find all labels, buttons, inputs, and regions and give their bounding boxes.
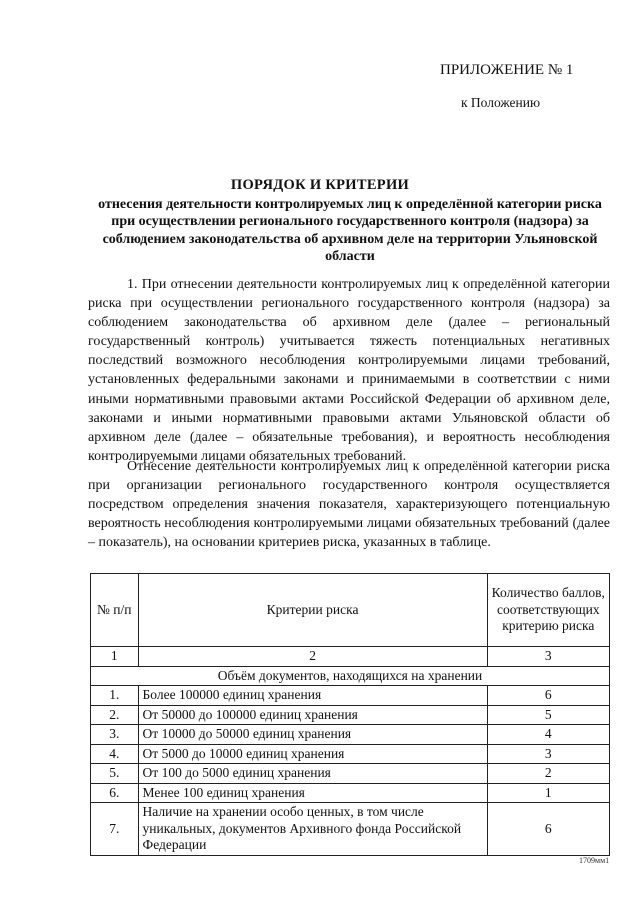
column-number: 2 <box>138 647 487 667</box>
table-row <box>91 686 610 706</box>
header-num: № п/п <box>91 574 139 647</box>
row-points: 5 <box>487 705 609 725</box>
row-criteria: От 50000 до 100000 единиц хранения <box>138 705 487 725</box>
document-subtitle: отнесения деятельности контролируемых лиц к определённой категории риска при осуществлении регионального государственного контроля (надзора) за соблюдением законодательства об архивном деле на территории Ульяновской области <box>98 197 602 264</box>
row-criteria: Наличие на хранении особо ценных, в том числе уникальных, документов Архивного фонда Российской Федерации <box>138 803 487 856</box>
row-criteria: От 10000 до 50000 единиц хранения <box>138 725 487 745</box>
document-title: ПОРЯДОК И КРИТЕРИИ <box>230 177 410 193</box>
paragraph-1: 1. При отнесении деятельности контролируемых лиц к определённой категории риска при осуществлении регионального государственного контроля (надзора) за соблюдением законодательства об архивном деле (далее – региональный государственный контроль) учитывается тяжесть потенциальных негативных последствий возможного несоблюдения контролируемыми лицами требований, установленных федеральными законами и принимаемыми в соответствии с ними иными нормативными правовыми актами Российской Федерации об архивном деле, законами и иными нормативными правовыми актами Ульяновской области об архивном деле (далее – обязательные требования), и вероятность несоблюдения контролируемыми лицами обязательных требований. <box>88 277 610 464</box>
row-criteria: От 100 до 5000 единиц хранения <box>138 764 487 784</box>
group-title: Объём документов, находящихся на хранении <box>91 666 610 686</box>
table-row <box>91 705 610 725</box>
table-row <box>91 803 610 856</box>
row-num: 2. <box>91 705 139 725</box>
row-num: 1. <box>91 686 139 706</box>
row-points: 6 <box>487 803 609 856</box>
row-criteria: От 5000 до 10000 единиц хранения <box>138 744 487 764</box>
column-number: 3 <box>487 647 609 667</box>
row-num: 4. <box>91 744 139 764</box>
row-num: 5. <box>91 764 139 784</box>
risk-criteria-table <box>90 573 610 856</box>
to-regulation-label: к Положению <box>461 95 541 110</box>
table-row <box>91 783 610 803</box>
row-points: 6 <box>487 686 609 706</box>
table-row <box>91 744 610 764</box>
row-points: 2 <box>487 764 609 784</box>
table-row <box>91 764 610 784</box>
row-num: 7. <box>91 803 139 856</box>
column-number-row <box>91 647 610 667</box>
row-points: 1 <box>487 783 609 803</box>
row-criteria: Менее 100 единиц хранения <box>138 783 487 803</box>
appendix-label: ПРИЛОЖЕНИЕ № 1 <box>440 62 574 78</box>
header-points: Количество баллов, соответствующих критерию риска <box>487 574 609 647</box>
row-criteria: Более 100000 единиц хранения <box>138 686 487 706</box>
group-row <box>91 666 610 686</box>
column-number: 1 <box>91 647 139 667</box>
row-num: 6. <box>91 783 139 803</box>
table-header-row <box>91 574 610 647</box>
header-criteria: Критерии риска <box>138 574 487 647</box>
paragraph-2: Отнесение деятельности контролируемых лиц к определённой категории риска при организации регионального государственного контроля осуществляется посредством определения значения показателя, характеризующего потенциальную вероятность несоблюдения контролируемыми лицами обязательных требований (далее – показатель), на основании критериев риска, указанных в таблице. <box>88 459 610 551</box>
document-code: 1709мм1 <box>579 856 610 865</box>
table-row <box>91 725 610 745</box>
row-points: 3 <box>487 744 609 764</box>
row-num: 3. <box>91 725 139 745</box>
row-points: 4 <box>487 725 609 745</box>
